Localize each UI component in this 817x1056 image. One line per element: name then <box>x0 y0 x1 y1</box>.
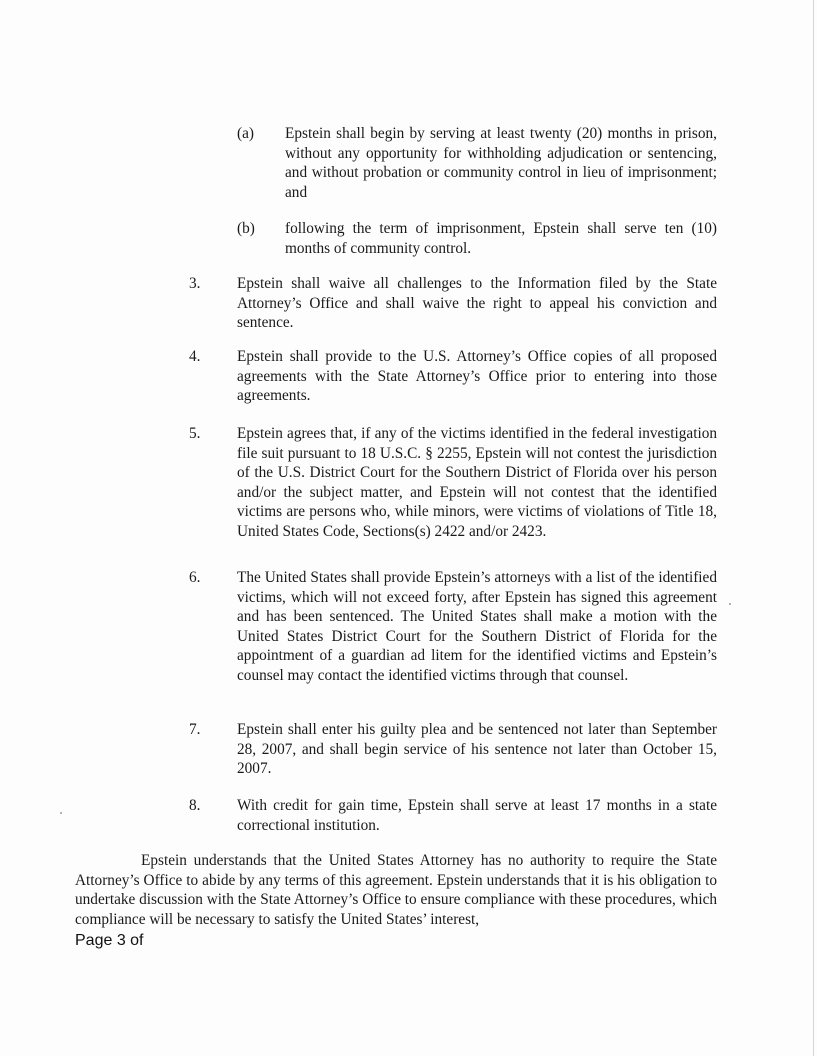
scan-edge-line <box>813 0 814 1056</box>
item-number-8: 8. <box>189 797 201 814</box>
subitem-text-a: Epstein shall begin by serving at least twenty (20) months in prison, without any opportunity for withholding adjudication or sentencing, and without probation or community control in lieu of imprisonment; and <box>285 125 717 201</box>
item-number-7: 7. <box>189 721 201 738</box>
item-text-3: Epstein shall waive all challenges to the Information filed by the State Attorney’s Office and shall waive the right to appeal his conviction and sentence. <box>237 275 717 331</box>
item-text-5: Epstein agrees that, if any of the victims identified in the federal investigation file suit pursuant to 18 U.S.C. § 2255, Epstein will not contest the jurisdiction of the U.S. District Court for the Southern District of Florida over his person and/or the subject matter, and Epstein will not contest that the identified victims are persons who, while minors, were victims of violations of Title 18, United States Code, Sections(s) 2422 and/or 2423. <box>237 425 717 540</box>
item-number-3: 3. <box>189 275 201 292</box>
subitem-text-b: following the term of imprisonment, Epstein shall serve ten (10) months of community control. <box>285 220 717 257</box>
scan-speck <box>60 812 62 814</box>
item-number-4: 4. <box>189 348 201 365</box>
scan-speck <box>729 603 731 605</box>
item-text-7: Epstein shall enter his guilty plea and be sentenced not later than September 28, 2007, and shall begin service of his sentence not later than October 15, 2007. <box>237 721 717 777</box>
subitem-label-b: (b) <box>237 220 255 237</box>
item-text-8: With credit for gain time, Epstein shall serve at least 17 months in a state correctional institution. <box>237 797 717 834</box>
closing-paragraph: Epstein understands that the United States Attorney has no authority to require the State Attorney’s Office to abide by any terms of this agreement. Epstein understands that it is his obligation to undertake discussion with the State Attorney’s Office to ensure compliance with these procedures, which compliance will be necessary to satisfy the United States’ interest, <box>75 852 718 928</box>
page-number-footer: Page 3 of <box>75 932 144 949</box>
item-text-4: Epstein shall provide to the U.S. Attorney’s Office copies of all proposed agreements with the State Attorney’s Office prior to entering into those agreements. <box>237 348 717 404</box>
item-text-6: The United States shall provide Epstein’s attorneys with a list of the identified victims, which will not exceed forty, after Epstein has signed this agreement and has been sentenced. The United States shall make a motion with the United States District Court for the Southern District of Florida for the appointment of a guardian ad litem for the identified victims and Epstein’s counsel may contact the identified victims through that counsel. <box>237 569 717 684</box>
item-number-5: 5. <box>189 425 201 442</box>
subitem-label-a: (a) <box>237 125 254 142</box>
item-number-6: 6. <box>189 569 201 586</box>
